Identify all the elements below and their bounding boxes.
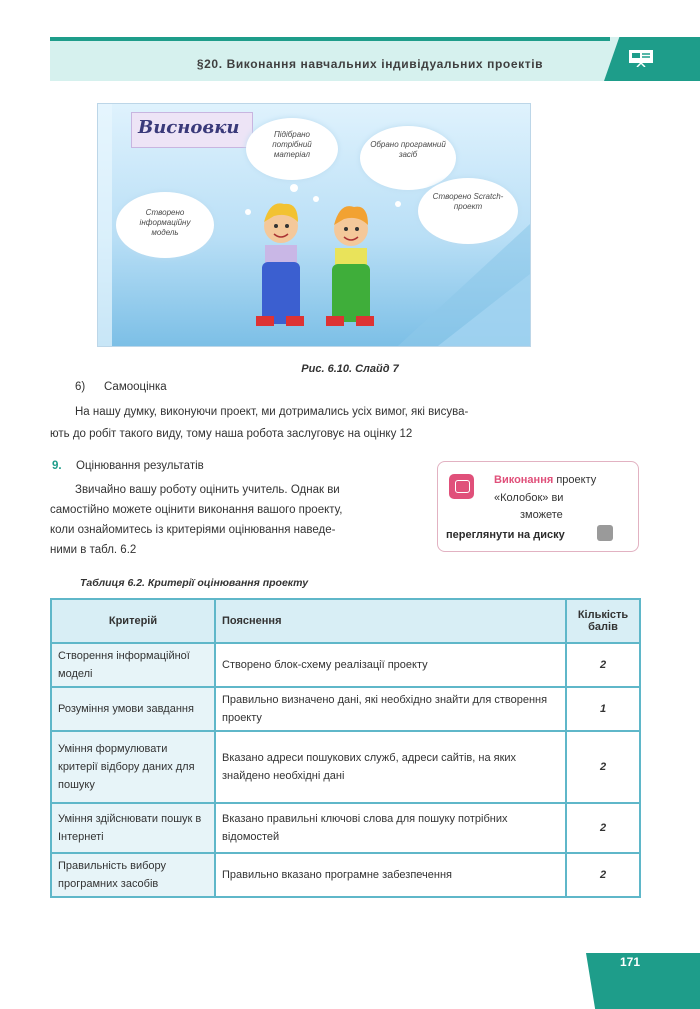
- section9-line1: Звичайно вашу роботу оцінить учитель. Однак ви: [75, 484, 340, 496]
- criteria-table: [50, 598, 641, 898]
- cell-points: 2: [566, 853, 640, 897]
- cell-criterion: Розуміння умови завдання: [51, 687, 215, 731]
- cell-explanation: Вказано правильні ключові слова для пошуку потрібних відомостей: [215, 803, 566, 853]
- section9-heading: Оцінювання результатів: [76, 460, 204, 472]
- section9-number: 9.: [52, 460, 62, 472]
- table-row: [51, 643, 640, 687]
- table-row: [51, 803, 640, 853]
- sidebox-line3: зможете: [520, 509, 563, 521]
- cell-points: 1: [566, 687, 640, 731]
- header-points: Кількість балів: [566, 599, 640, 643]
- cloud-text-material: Підібрано потрібний матеріал: [272, 130, 312, 159]
- section6-heading: Самооцінка: [104, 381, 167, 393]
- table-row: [51, 731, 640, 803]
- header-criterion: Критерій: [51, 599, 215, 643]
- cell-points: 2: [566, 643, 640, 687]
- table-row: [51, 853, 640, 897]
- table-title: Таблиця 6.2. Критерії оцінювання проекту: [80, 577, 309, 589]
- slide-title: Висновки: [138, 117, 240, 138]
- section9-line4: ними в табл. 6.2: [50, 544, 137, 556]
- figure-caption: Рис. 6.10. Слайд 7: [301, 363, 399, 375]
- cell-points: 2: [566, 731, 640, 803]
- view-on-disk-link[interactable]: переглянути на диску: [446, 529, 565, 541]
- section9-line2: самостійно можете оцінити виконання вашого проекту,: [50, 504, 343, 516]
- cloud-text-model: Створено інформаційну модель: [139, 208, 191, 237]
- section6-marker: 6): [75, 381, 86, 393]
- boy-right: [326, 206, 374, 326]
- cloud-text-scratch: Створено Scratch-проект: [432, 192, 504, 211]
- section9-line3: коли ознайомитесь із критеріями оцінювання наведе-: [50, 524, 336, 536]
- sidebox-rest1: проекту: [553, 474, 597, 486]
- header-stripe: [50, 37, 610, 41]
- cell-points: 2: [566, 803, 640, 853]
- table-row: [51, 687, 640, 731]
- cloud-text-software: Обрано програмний засіб: [370, 140, 446, 159]
- cell-criterion: Уміння здійснювати пошук в Інтернеті: [51, 803, 215, 853]
- cell-explanation: Правильно вказано програмне забезпечення: [215, 853, 566, 897]
- sidebox-line2: «Колобок» ви: [494, 492, 564, 504]
- slide-figure: [97, 103, 531, 347]
- cell-criterion: Правильність вибору програмних засобів: [51, 853, 215, 897]
- header-explanation: Пояснення: [215, 599, 566, 643]
- page-header-title: §20. Виконання навчальних індивідуальних проектів: [196, 57, 544, 71]
- project-icon-inner: [455, 480, 470, 493]
- page-number-tab: [586, 953, 700, 1009]
- presentation-board-icon: [628, 49, 654, 67]
- sidebox-accent: Виконання: [494, 474, 554, 486]
- table-header-row: [51, 599, 640, 643]
- edit-icon[interactable]: [597, 525, 613, 541]
- cell-criterion: Уміння формулювати критерії відбору даних для пошуку: [51, 731, 215, 803]
- cell-explanation: Створено блок-схему реалізації проекту: [215, 643, 566, 687]
- page-number: 171: [620, 955, 641, 969]
- cell-criterion: Створення інформаційної моделі: [51, 643, 215, 687]
- section6-line2: ють до робіт такого виду, тому наша робота заслуговує на оцінку 12: [50, 428, 413, 440]
- boy-left: [256, 203, 304, 326]
- sidebox-line1: [494, 471, 596, 489]
- cell-explanation: Вказано адреси пошукових служб, адреси сайтів, на яких знайдено необхідні дані: [215, 731, 566, 803]
- section6-line1: На нашу думку, виконуючи проект, ми дотримались усіх вимог, які висува-: [75, 406, 469, 418]
- cell-explanation: Правильно визначено дані, які необхідно знайти для створення проекту: [215, 687, 566, 731]
